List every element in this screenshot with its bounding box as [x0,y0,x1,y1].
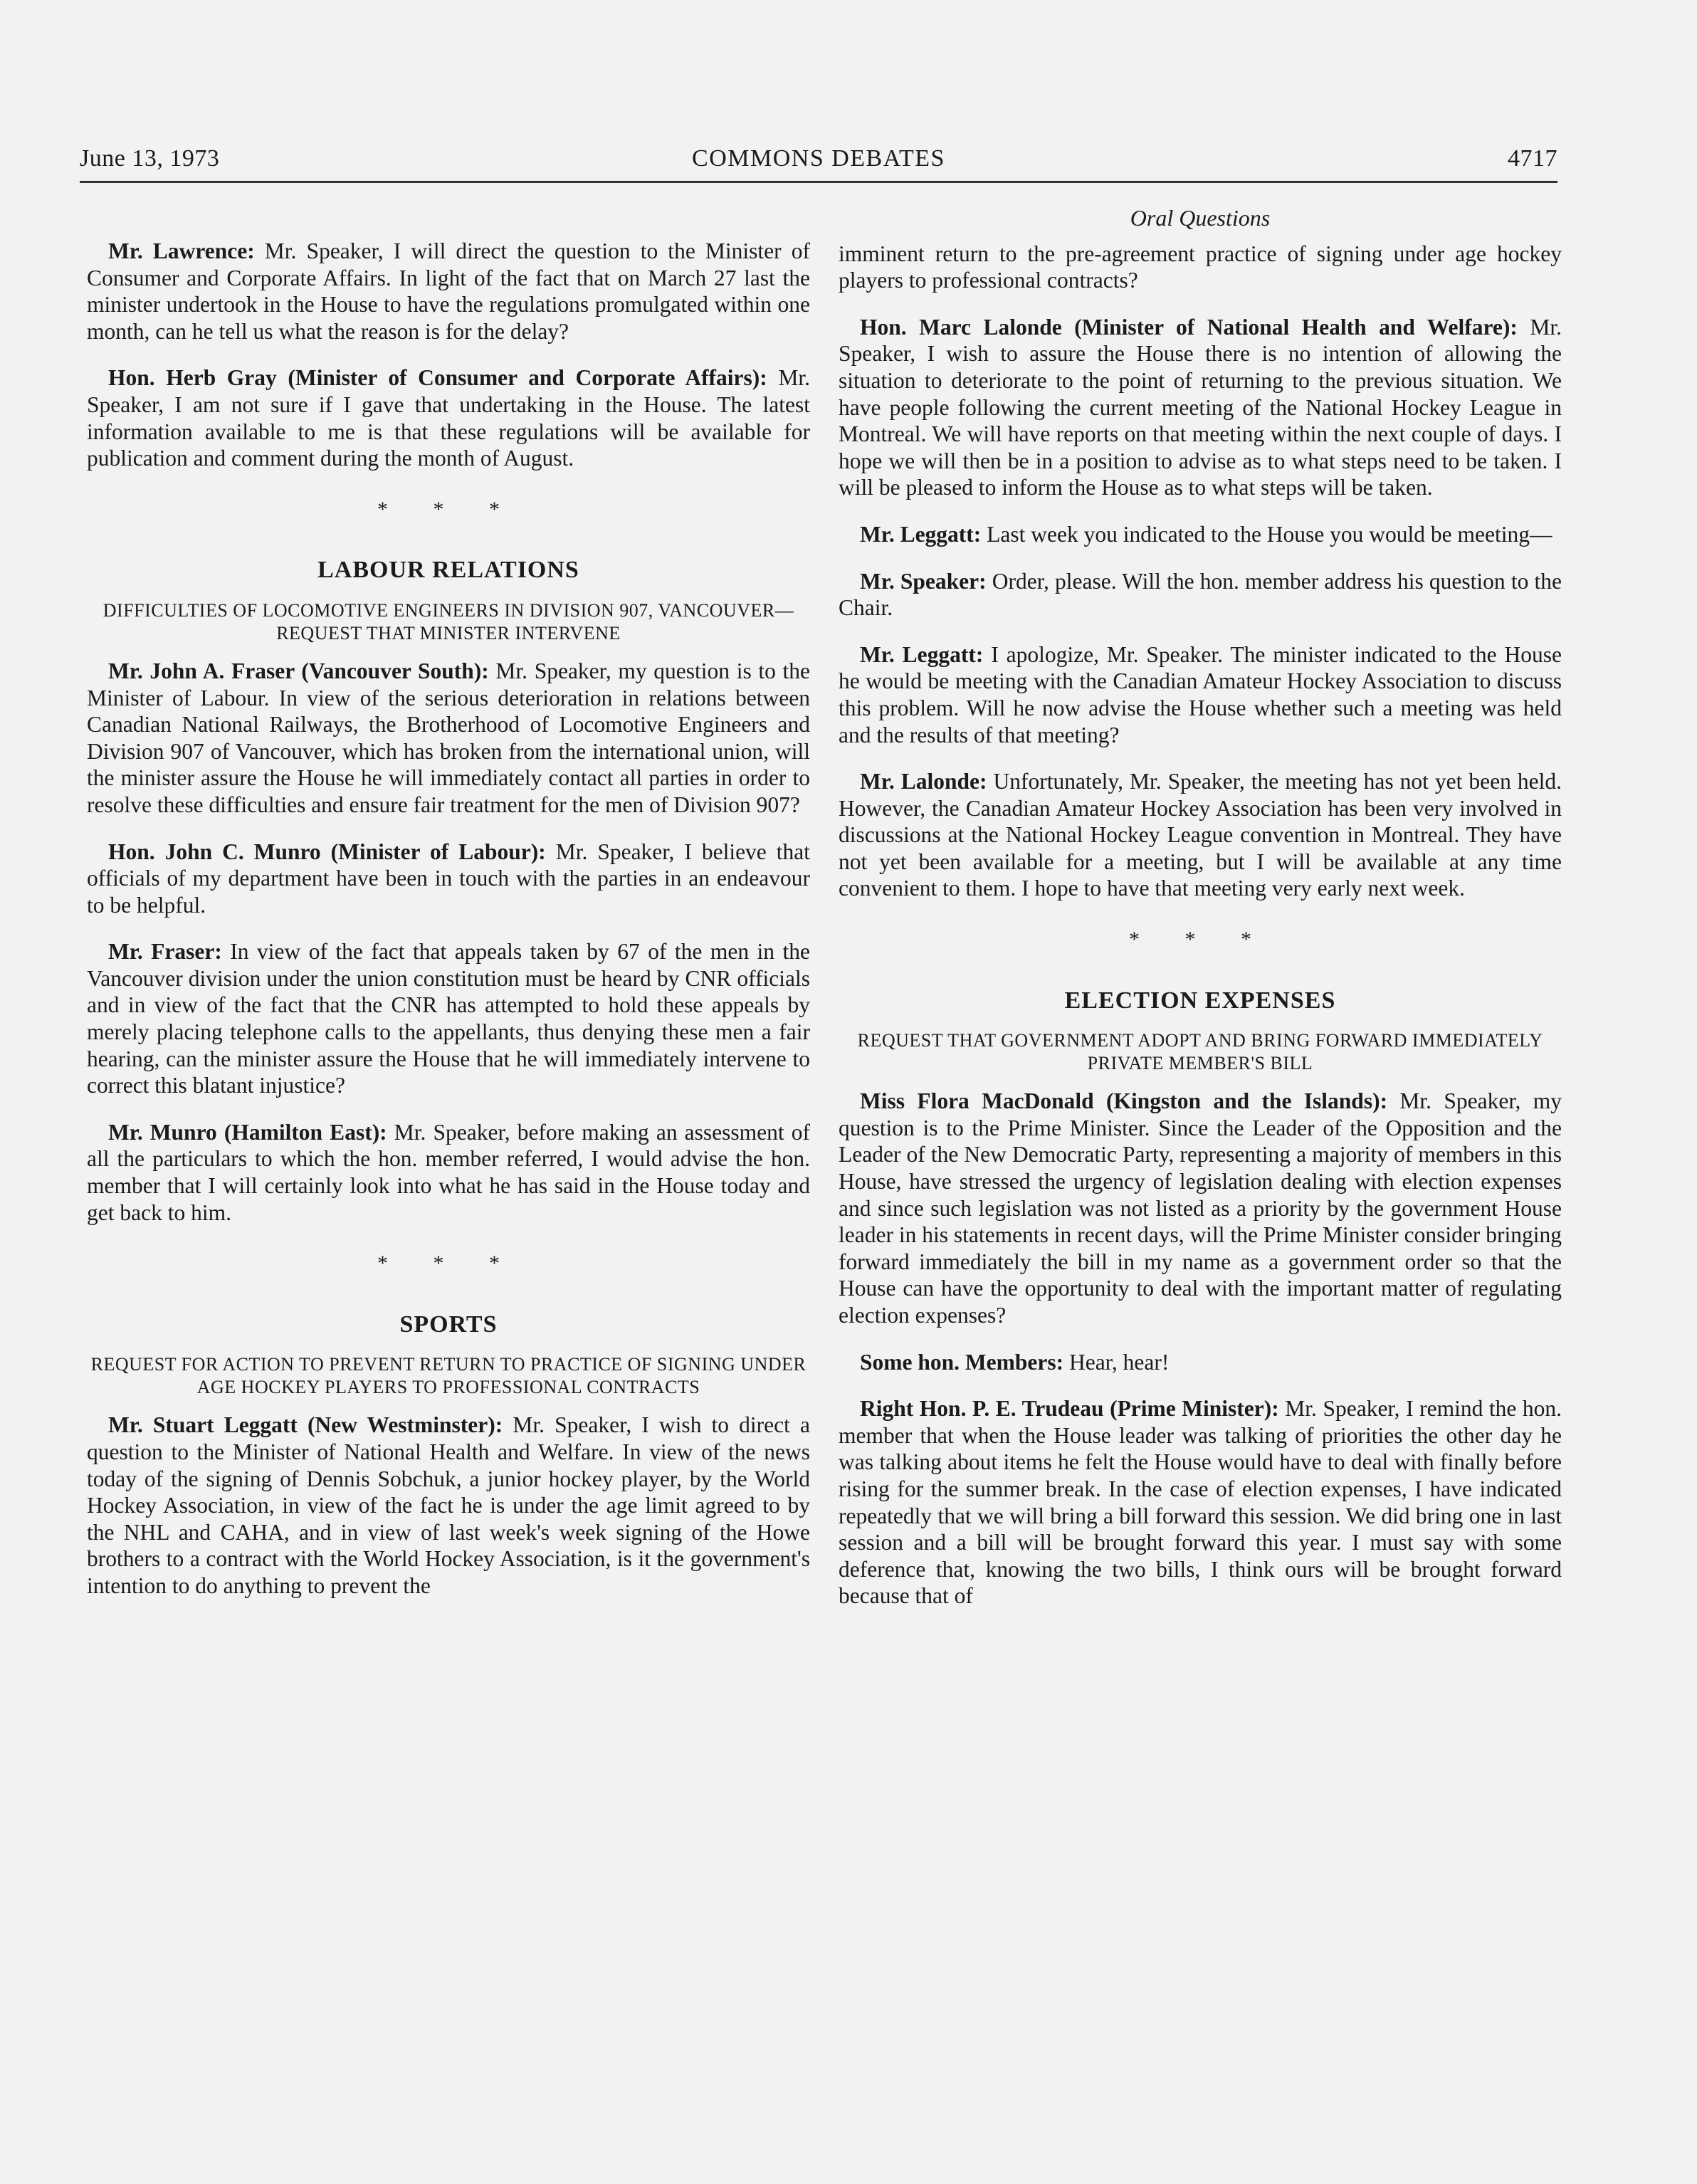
speaker-name: Hon. Herb Gray (Minister of Consumer and Corporate Affairs): [108,365,767,391]
left-column [87,238,810,1619]
speech-text: Mr. Speaker, I wish to direct a question to the Minister of National Health and Welfare. In view of the news today of the signing of Dennis Sobchuk, a junior hockey player, by the World Hockey Association, in view of the fact he is under the age limit agreed to by the NHL and CAHA, and in view of last week's week signing of the Howe brothers to a contract with the World Hockey Association, is it the government's intention to do anything to prevent the [87,1412,810,1598]
speech-text: Mr. Speaker, before making an assessment of all the particulars to which the hon. member referred, I would advise the hon. member that I will certainly look into what he has said in the House today and get back to him. [87,1119,811,1225]
speaker-name: Hon. Marc Lalonde (Minister of National Health and Welfare): [860,314,1518,340]
speaker-name: Mr. Lawrence: [108,238,255,263]
speech-text: I apologize, Mr. Speaker. The minister indicated to the House he would be meeting with the Canadian Amateur Hockey Association to discuss this problem. Will he now advise the House whether such a meeting was held and the results of that meeting? [839,641,1562,747]
section-subheading: REQUEST FOR ACTION TO PREVENT RETURN TO PRACTICE OF SIGNING UNDER AGE HOCKEY PLAYERS TO PROFESSIONAL CONTRACTS [90,1354,807,1398]
speech-text: Order, please. Will the hon. member address his question to the Chair. [839,568,1562,621]
speaker-name: Miss Flora MacDonald (Kingston and the Islands): [860,1088,1388,1114]
paragraph [87,364,810,471]
speaker-name: Some hon. Members: [860,1349,1064,1375]
speech-text: Mr. Speaker, I will direct the question to the Minister of Consumer and Corporate Affairs. In light of the fact that on March 27 last the minister undertook in the House to have the regulations promulgated within one month, can he tell us what the reason is for the delay? [87,238,810,344]
speaker-name: Mr. Fraser: [108,939,222,965]
paragraph [87,1119,810,1226]
section-heading: SPORTS [399,1311,498,1338]
speaker-name: Mr. Speaker: [860,568,987,594]
speech-text: Last week you indicated to the House you would be meeting— [981,521,1552,547]
paragraph [839,568,1562,621]
section-subheading: REQUEST THAT GOVERNMENT ADOPT AND BRING FORWARD IMMEDIATELY PRIVATE MEMBER'S BILL [857,1030,1543,1074]
page-number: 4717 [1508,145,1557,172]
paragraph [87,238,810,345]
paragraph [87,1412,810,1599]
paragraph [839,768,1562,902]
speaker-name: Mr. John A. Fraser (Vancouver South): [108,658,489,683]
speaker-name: Mr. Leggatt: [860,521,982,547]
header-title: COMMONS DEBATES [692,145,945,172]
speech-text: Unfortunately, Mr. Speaker, the meeting has not yet been held. However, the Canadian Amateur Hockey Association has been very involved in discussions at the National Hockey League convention in Montreal. They have not yet been available for a meeting, but I will be available at any time convenient to them. I hope to have that meeting very early next week. [839,769,1562,901]
paragraph [87,658,810,819]
speech-text: Mr. Speaker, my question is to the Minister of Labour. In view of the serious deterioration in relations between Canadian National Railways, the Brotherhood of Locomotive Engineers and Division 907 of Vancouver, which has broken from the international union, will the minister assure the House he will immediately contact all parties in order to resolve these difficulties and ensure fair treatment for the men of Division 907? [87,658,810,817]
header-date: June 13, 1973 [80,145,220,172]
speaker-name: Mr. Lalonde: [860,769,987,794]
speech-text: imminent return to the pre-agreement practice of signing under age hockey players to professional contracts? [839,241,1562,293]
section-separator: * * * [1129,928,1271,952]
paragraph [839,314,1562,501]
section-subheading: DIFFICULTIES OF LOCOMOTIVE ENGINEERS IN DIVISION 907, VANCOUVER—REQUEST THAT MINISTER INTERVENE [103,599,794,644]
speech-text: In view of the fact that appeals taken by 67 of the men in the Vancouver division under the union constitution must be heard by CNR officials and in view of the fact that the CNR has attempted to hold these appeals by merely placing telephone calls to the appellants, thus denying these men a fair hearing, can the minister assure the House that he will immediately intervene to correct this blatant injustice? [87,939,810,1098]
running-section-title: Oral Questions [1130,205,1271,231]
speech-text: Hear, hear! [1063,1349,1170,1375]
section-separator: * * * [377,1251,520,1276]
section-heading: LABOUR RELATIONS [317,557,579,584]
section-heading: ELECTION EXPENSES [1064,987,1336,1014]
paragraph [839,1395,1562,1610]
section-separator: * * * [377,497,520,521]
speaker-name: Right Hon. P. E. Trudeau (Prime Minister): [860,1396,1279,1422]
right-column [839,205,1562,1629]
page-header [80,145,1557,183]
speaker-name: Mr. Munro (Hamilton East): [108,1119,387,1145]
speaker-name: Mr. Leggatt: [860,641,984,667]
speech-text: Mr. Speaker, I remind the hon. member that when the House leader was talking of priorities the other day he was talking about items he felt the House would have to deal with finally before rising for the summer break. In the case of election expenses, I have indicated repeatedly that we will bring a bill forward this session. We did bring one in last session and a bill will be brought forward this year. I must say with some deference that, knowing the two bills, I think ours will be brought forward because that of [839,1396,1562,1609]
paragraph [839,1349,1562,1376]
paragraph [839,641,1562,748]
paragraph [839,241,1562,294]
paragraph [87,839,810,919]
speech-text: Mr. Speaker, I am not sure if I gave that undertaking in the House. The latest information available to me is that these regulations will be available for publication and comment during the month of August. [87,365,810,471]
speaker-name: Hon. John C. Munro (Minister of Labour): [108,839,546,864]
paragraph [87,938,810,1099]
speech-text: Mr. Speaker, I wish to assure the House there is no intention of allowing the situation to deteriorate to the point of returning to the previous situation. We have people following the current meeting of the National Hockey League in Montreal. We will have reports on that meeting within the next couple of days. I hope we will then be in a position to advise as to what steps need to be taken. I will be pleased to inform the House as to what steps will be taken. [839,314,1562,500]
speech-text: Mr. Speaker, I believe that officials of my department have been in touch with the parties in an endeavour to be helpful. [87,839,810,918]
speaker-name: Mr. Stuart Leggatt (New Westminster): [108,1412,503,1438]
speech-text: Mr. Speaker, my question is to the Prime Minister. Since the Leader of the Opposition and the Leader of the New Democratic Party, representing a majority of members in this House, have stressed the urgency of legislation dealing with election expenses and since such legislation was not listed as a priority by the government House leader in his statements in recent days, will the Prime Minister consider bringing forward immediately the bill in my name as a government order so that the House can have the opportunity to deal with the important matter of regulating election expenses? [839,1088,1562,1328]
paragraph [839,521,1562,548]
paragraph [839,1088,1562,1328]
